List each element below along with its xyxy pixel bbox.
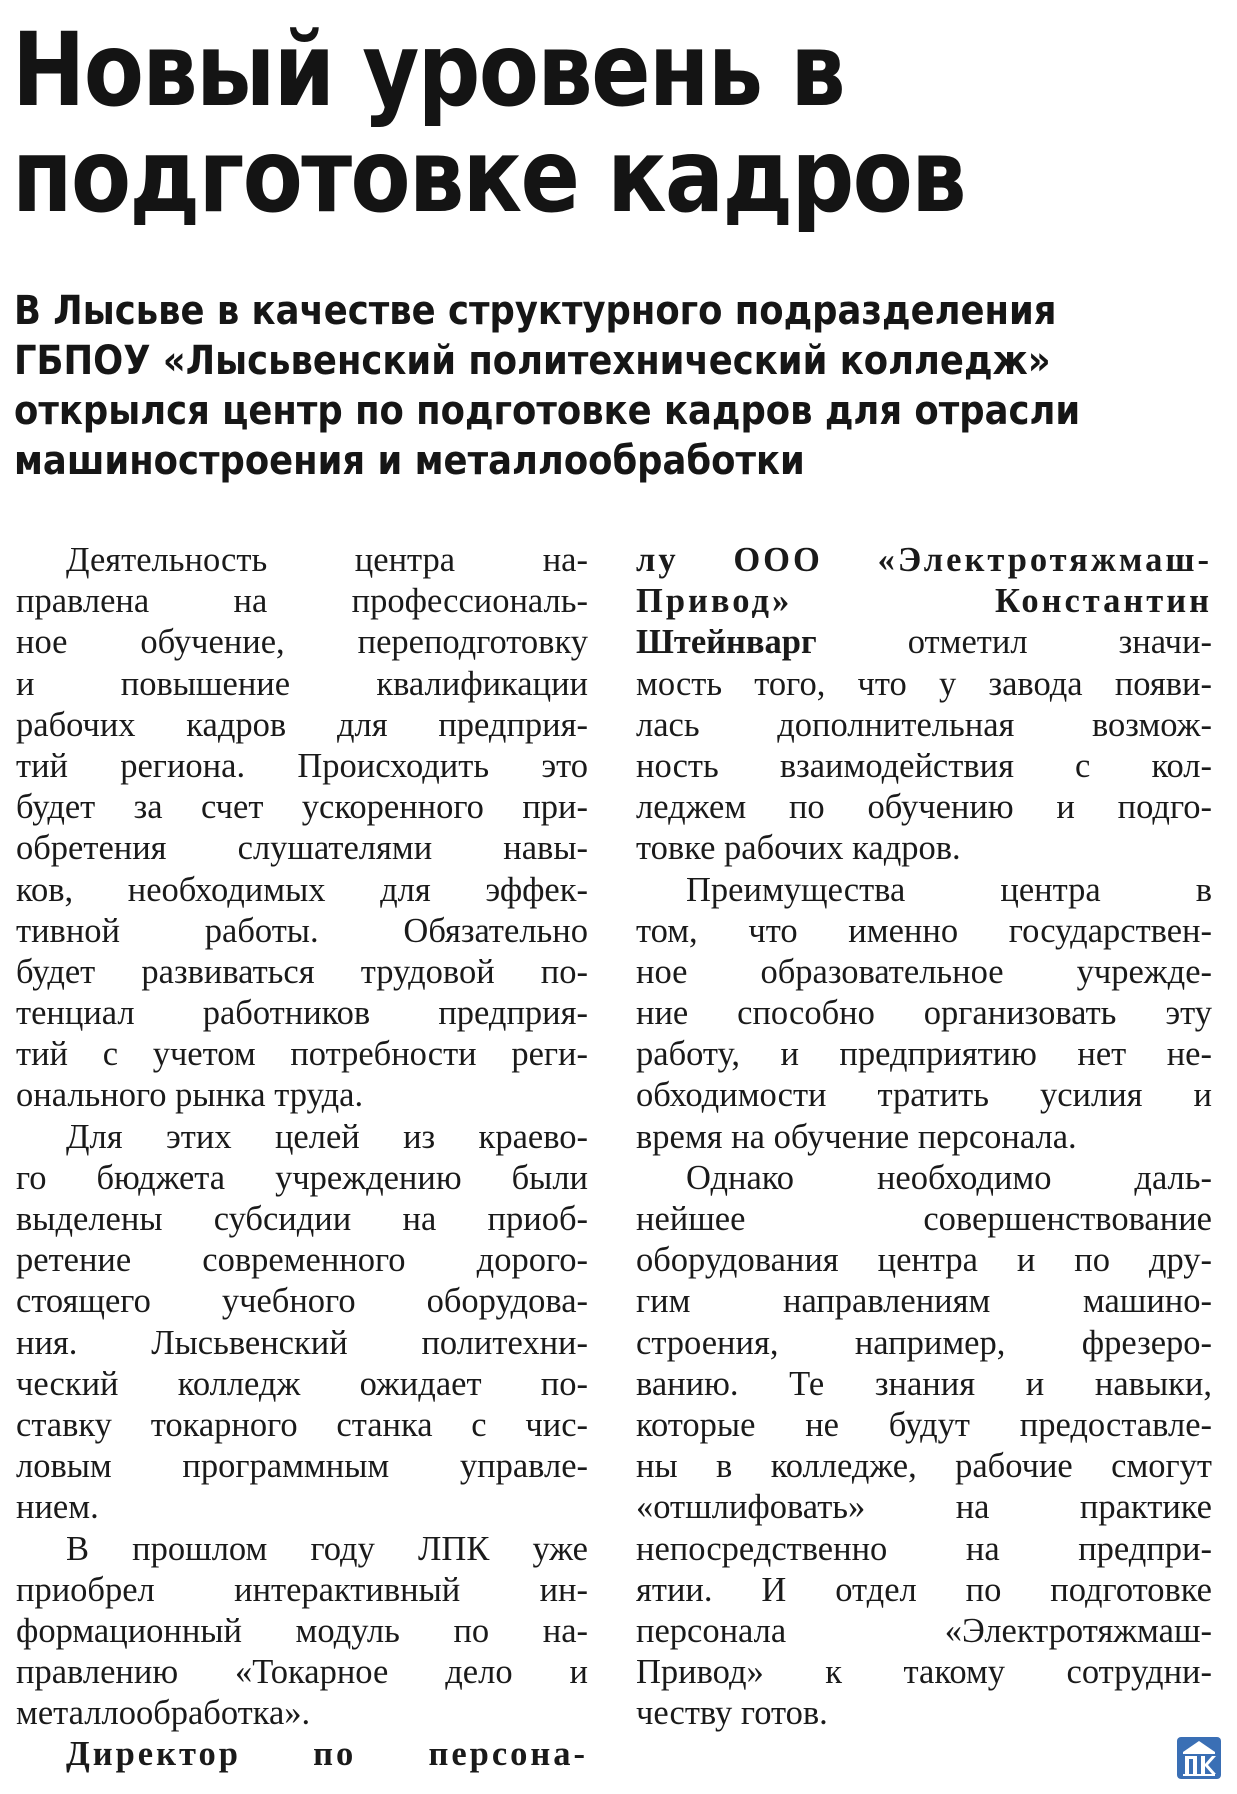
text-line: строения, например, фрезеро-: [636, 1323, 1212, 1362]
text-line-bold: лу ООО «Электротяжмаш-: [636, 541, 1212, 579]
text-line: товке рабочих кадров.: [636, 829, 961, 868]
text-line: честву готов.: [636, 1694, 828, 1733]
text-line: Для этих целей из краево-: [66, 1117, 588, 1156]
text-line: обходимости тратить усилия и: [636, 1076, 1212, 1115]
person-name: Штейнварг: [636, 623, 817, 662]
text-line: формационный модуль по на-: [16, 1611, 588, 1650]
text-line: онального рынка труда.: [16, 1076, 364, 1115]
text-line: ние способно организовать эту: [636, 994, 1212, 1033]
text-line: ния. Лысьвенский политехни-: [16, 1323, 588, 1362]
text-line: ны в колледже, рабочие смогут: [636, 1447, 1212, 1486]
headline-line: подготовке кадров: [12, 117, 965, 236]
article-lead: [14, 286, 1081, 486]
text-line: стоящего учебного оборудова-: [16, 1282, 588, 1321]
text-line: нейшее совершенствование: [636, 1200, 1212, 1238]
text-line: выделены субсидии на приоб-: [16, 1200, 588, 1238]
text-line: тенциал работников предприя-: [16, 994, 588, 1033]
text-line: рабочих кадров для предприя-: [16, 705, 588, 744]
text-line-bold: Директор по персона-: [66, 1735, 588, 1774]
lead-line: машиностроения и металлообработки: [14, 438, 805, 484]
text-line: Привод» к такому сотрудни-: [636, 1653, 1212, 1692]
text-line: ретение современного дорого-: [16, 1241, 588, 1280]
article-headline: [12, 11, 965, 236]
text-line: том, что именно государствен-: [636, 911, 1212, 950]
text-line: нием.: [16, 1488, 99, 1527]
text-line: тивной работы. Обязательно: [16, 911, 588, 950]
text-line: го бюджета учреждению были: [16, 1158, 588, 1197]
text-line: ческий колледж ожидает по-: [16, 1364, 588, 1403]
text-line: будет развиваться трудовой по-: [16, 952, 588, 991]
text-line: лась дополнительная возмож-: [636, 705, 1212, 744]
text-line-bold: Привод» Константин: [636, 582, 1212, 621]
text-line: будет за счет ускоренного при-: [16, 788, 588, 827]
lead-line: открылся центр по подготовке кадров для отрасли: [14, 388, 1081, 434]
text-line: ванию. Те знания и навыки,: [636, 1364, 1212, 1403]
text-line: [636, 622, 1212, 663]
text-line: и повышение квалификации: [16, 664, 588, 703]
text-line: В прошлом году ЛПК уже: [66, 1529, 588, 1568]
text-line: приобрел интерактивный ин-: [16, 1570, 588, 1609]
text-line: время на обучение персонала.: [636, 1117, 1077, 1156]
text-line: Преимущества центра в: [686, 870, 1212, 909]
text-line: непосредственно на предпри-: [636, 1529, 1212, 1568]
text-line: Однако необходимо даль-: [686, 1158, 1212, 1197]
text-line: правлению «Токарное дело и: [16, 1653, 588, 1692]
text-line: ятии. И отдел по подготовке: [636, 1570, 1212, 1609]
article-column-right: [636, 540, 1212, 1734]
text-line: металлообработка».: [16, 1694, 311, 1733]
text-line: ставку токарного станка с чис-: [16, 1405, 588, 1444]
text-line: оборудования центра и по дру-: [636, 1241, 1212, 1280]
text-line: «отшлифовать» на практике: [636, 1488, 1212, 1527]
text-line: тий региона. Происходить это: [16, 746, 588, 785]
text-line: ное образовательное учрежде-: [636, 952, 1212, 991]
text-line: гим направлениям машино-: [636, 1282, 1212, 1321]
lead-line: ГБПОУ «Лысьвенский политехнический колледж»: [14, 338, 1051, 384]
text-line: тий с учетом потребности реги-: [16, 1035, 588, 1074]
college-logo-icon: [1176, 1736, 1222, 1780]
text-line: ность взаимодействия с кол-: [636, 746, 1212, 785]
text-line: обретения слушателями навы-: [16, 829, 588, 868]
text-line: Деятельность центра на-: [66, 541, 588, 579]
article-column-left: [16, 540, 588, 1776]
text-line: ков, необходимых для эффек-: [16, 870, 588, 909]
text-line: правлена на профессиональ-: [16, 582, 588, 621]
headline-line: Новый уровень в: [12, 11, 845, 130]
text-line: работу, и предприятию нет не-: [636, 1035, 1212, 1074]
text-line: которые не будут предоставле-: [636, 1405, 1212, 1444]
text-line: мость того, что у завода появи-: [636, 664, 1212, 703]
lead-line: В Лысьве в качестве структурного подразделения: [14, 288, 1057, 334]
text-line: ловым программным управле-: [16, 1447, 588, 1486]
text-fragment: отметил значи-: [907, 623, 1212, 662]
text-line: ное обучение, переподготовку: [16, 623, 588, 662]
text-line: леджем по обучению и подго-: [636, 788, 1212, 827]
text-line: персонала «Электротяжмаш-: [636, 1611, 1212, 1650]
